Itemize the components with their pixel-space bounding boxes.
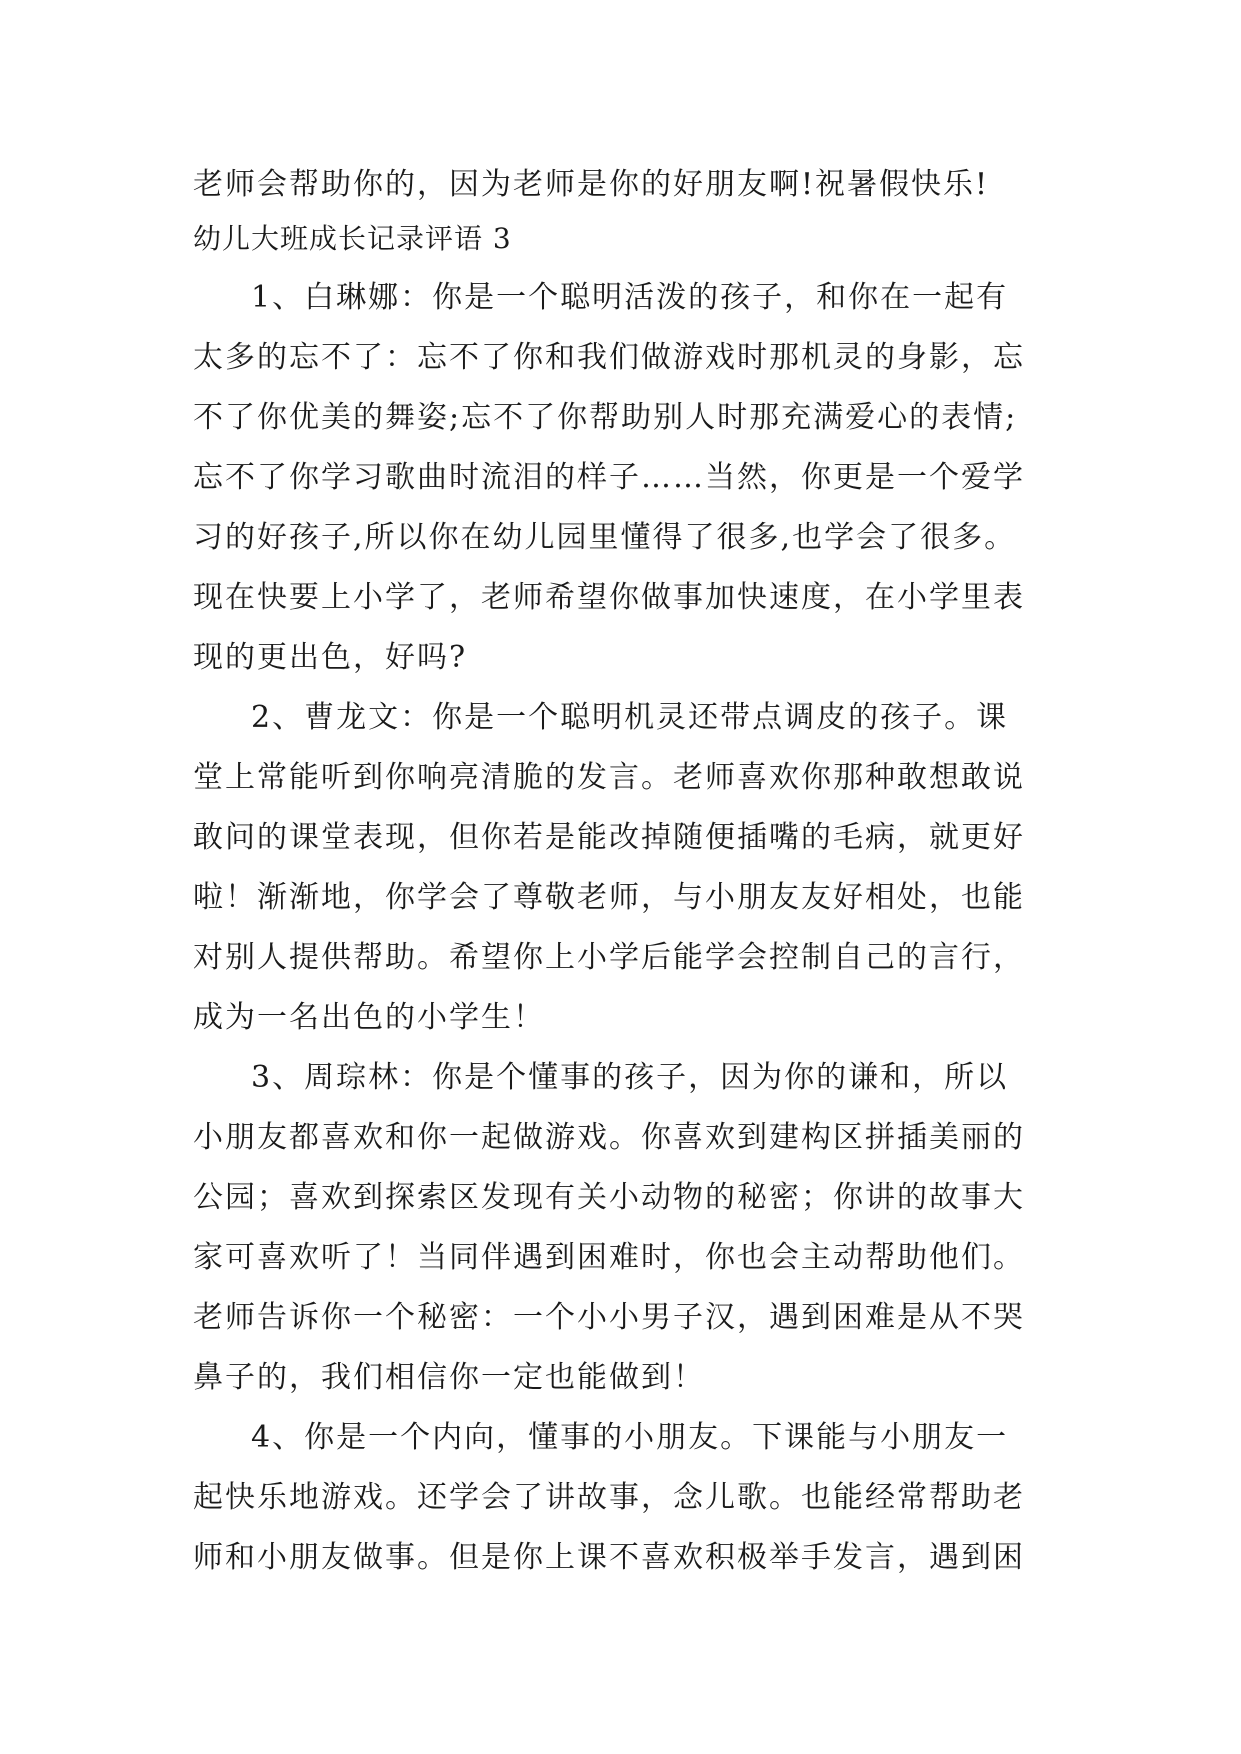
paragraph-line: 老师告诉你一个秘密：一个小小男子汉，遇到困难是从不哭: [193, 1300, 1025, 1335]
paragraph-4: [193, 1408, 1053, 1588]
paragraph-line: 1、白琳娜：你是一个聪明活泼的孩子，和你在一起有: [251, 280, 1009, 315]
paragraph-line: 对别人提供帮助。希望你上小学后能学会控制自己的言行，: [193, 940, 1025, 975]
paragraph-line: 3、周琮林：你是个懂事的孩子，因为你的谦和，所以: [251, 1060, 1009, 1095]
paragraph-3: [193, 1048, 1053, 1408]
paragraph-line: 太多的忘不了：忘不了你和我们做游戏时那机灵的身影，忘: [193, 340, 1025, 375]
paragraph-line: 敢问的课堂表现，但你若是能改掉随便插嘴的毛病，就更好: [193, 820, 1025, 855]
paragraph-line: 习的好孩子,所以你在幼儿园里懂得了很多,也学会了很多。: [193, 520, 1017, 555]
paragraph-line: 小朋友都喜欢和你一起做游戏。你喜欢到建构区拼插美丽的: [193, 1120, 1025, 1155]
paragraph-line: 师和小朋友做事。但是你上课不喜欢积极举手发言，遇到困: [193, 1540, 1025, 1575]
paragraph-line: 忘不了你学习歌曲时流泪的样子……当然，你更是一个爱学: [193, 460, 1025, 495]
paragraph-line: 成为一名出色的小学生！: [193, 1000, 545, 1035]
paragraph-line: 不了你优美的舞姿;忘不了你帮助别人时那充满爱心的表情;: [193, 400, 1018, 435]
paragraph-line: 起快乐地游戏。还学会了讲故事，念儿歌。也能经常帮助老: [193, 1480, 1025, 1515]
paragraph-line: 公园；喜欢到探索区发现有关小动物的秘密；你讲的故事大: [193, 1180, 1025, 1215]
paragraph-line: 现的更出色，好吗?: [193, 640, 468, 675]
section-title: 幼儿大班成长记录评语 3: [193, 222, 512, 255]
paragraph-line: 啦！渐渐地，你学会了尊敬老师，与小朋友友好相处，也能: [193, 880, 1025, 915]
paragraph-line: 堂上常能听到你响亮清脆的发言。老师喜欢你那种敢想敢说: [193, 760, 1025, 795]
paragraph-1: [193, 268, 1053, 688]
paragraph-line: 家可喜欢听了！当同伴遇到困难时，你也会主动帮助他们。: [193, 1240, 1025, 1275]
paragraph-line: 鼻子的，我们相信你一定也能做到！: [193, 1360, 705, 1395]
paragraph-line: 4、你是一个内向，懂事的小朋友。下课能与小朋友一: [251, 1420, 1009, 1455]
opening-line: 老师会帮助你的，因为老师是你的好朋友啊!祝暑假快乐!: [193, 167, 990, 202]
paragraph-2: [193, 688, 1053, 1048]
document-body: [193, 160, 1053, 1588]
paragraph-line: 2、曹龙文：你是一个聪明机灵还带点调皮的孩子。课: [251, 700, 1009, 735]
paragraph-line: 现在快要上小学了，老师希望你做事加快速度，在小学里表: [193, 580, 1025, 615]
